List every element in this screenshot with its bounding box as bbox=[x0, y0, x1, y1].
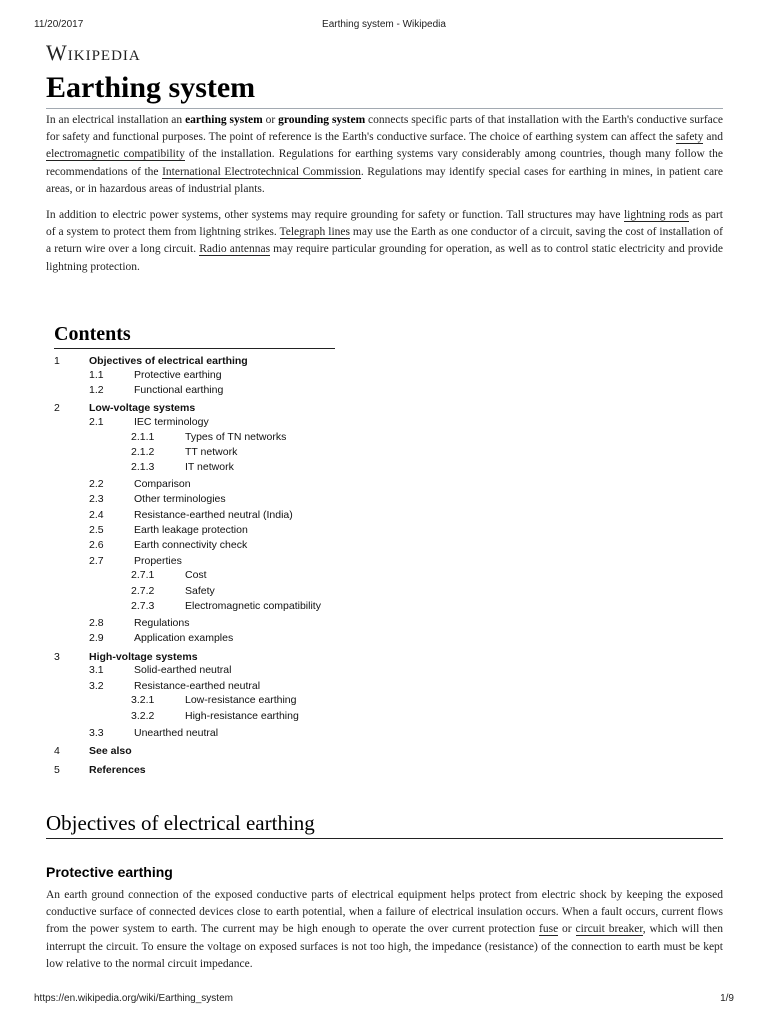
bold-term: grounding system bbox=[278, 114, 366, 126]
toc-item-number: 1.1 bbox=[89, 368, 104, 381]
subsection-heading: Protective earthing bbox=[46, 864, 173, 880]
toc-item-label[interactable]: Objectives of electrical earthing bbox=[89, 355, 248, 367]
bold-term: earthing system bbox=[185, 114, 263, 126]
toc-item-label[interactable]: Safety bbox=[185, 584, 215, 597]
section-body bbox=[46, 887, 723, 982]
toc-item-number: 2.7.3 bbox=[131, 599, 155, 612]
toc-item-label[interactable]: Resistance-earthed neutral bbox=[134, 679, 261, 692]
toc-item-number: 2.1 bbox=[89, 415, 104, 428]
toc-item-label[interactable]: Low-resistance earthing bbox=[185, 694, 297, 707]
toc-item-number: 2.8 bbox=[89, 616, 104, 629]
article-link[interactable]: Telegraph lines bbox=[279, 226, 350, 239]
toc-item-number: 5 bbox=[54, 763, 60, 776]
article-link[interactable]: International Electrotechnical Commission bbox=[162, 165, 361, 178]
wikipedia-wordmark[interactable]: Wikipedia bbox=[46, 40, 141, 65]
article-link[interactable]: Radio antennas bbox=[199, 243, 271, 256]
table-of-contents bbox=[54, 322, 335, 776]
toc-item-label[interactable]: Unearthed neutral bbox=[134, 726, 219, 739]
article-intro bbox=[46, 112, 723, 285]
print-header bbox=[34, 19, 734, 33]
toc-item-number: 2.1.2 bbox=[131, 445, 155, 458]
print-title: Earthing system - Wikipedia bbox=[322, 19, 446, 30]
toc-item-number: 2.7.1 bbox=[131, 569, 155, 582]
toc-item-number: 2.4 bbox=[89, 508, 104, 521]
article-link[interactable]: safety bbox=[675, 131, 704, 144]
toc-item-number: 2.7.2 bbox=[131, 584, 155, 597]
toc-item-label[interactable]: Earth leakage protection bbox=[134, 524, 248, 536]
toc-item-label[interactable]: See also bbox=[89, 745, 132, 757]
toc-item-label[interactable]: Cost bbox=[185, 569, 207, 582]
article-link[interactable]: fuse bbox=[539, 923, 559, 936]
toc-item-number: 2.2 bbox=[89, 478, 104, 491]
toc-item-number: 2.9 bbox=[89, 632, 104, 645]
toc-item-label[interactable]: Earth connectivity check bbox=[134, 539, 248, 552]
toc-item-label[interactable]: Functional earthing bbox=[134, 383, 224, 396]
toc-item-number: 2.6 bbox=[89, 539, 104, 552]
toc-item-label[interactable]: High-resistance earthing bbox=[185, 709, 299, 722]
toc-title: Contents bbox=[54, 322, 335, 349]
toc-item-label[interactable]: High-voltage systems bbox=[89, 650, 198, 663]
toc-item-label[interactable]: Application examples bbox=[134, 632, 234, 645]
page-number: 1/9 bbox=[720, 993, 734, 1004]
toc-item-label[interactable]: Regulations bbox=[134, 616, 190, 629]
toc-item-label[interactable]: Solid-earthed neutral bbox=[134, 664, 232, 677]
article-link[interactable]: lightning rods bbox=[623, 209, 689, 222]
intro-paragraph-1: In an electrical installation an earthing system or grounding system connects specific parts of that installation with the Earth's conductive surface for safety and functional purposes. The point of reference is the Earth's conductive surface. The choice of earthing system can affect the safety and electromagnetic compatibility of the installation. Regulations for earthing systems vary considerably among countries, though many follow the recommendations of the International Electrotechnical Commission. Regulations may identify special cases for earthing in mines, in patient care areas, or in hazardous areas of industrial plants. bbox=[46, 114, 723, 195]
toc-item-label[interactable]: Comparison bbox=[134, 478, 191, 491]
toc-item-label[interactable]: IT network bbox=[185, 461, 234, 474]
section-heading: Objectives of electrical earthing bbox=[46, 810, 723, 839]
toc-item-number: 2.1.3 bbox=[131, 461, 155, 474]
toc-item-number: 3.3 bbox=[89, 726, 104, 739]
toc-item-label[interactable]: Types of TN networks bbox=[185, 430, 287, 443]
intro-paragraph-2: In addition to electric power systems, other systems may require grounding for safety or function. Tall structures may have lightning rods as part of a system to protect them from lightning strikes. Telegraph lines may use the Earth as one conductor of a circuit, saving the cost of installation of a return wire over a long circuit. Radio antennas may require particular grounding for operation, as well as to control static electricity and provide lightning protection. bbox=[46, 209, 723, 273]
toc-item-label[interactable]: References bbox=[89, 763, 146, 776]
toc-item-label[interactable]: IEC terminology bbox=[134, 415, 209, 428]
toc-item-number: 2.1.1 bbox=[131, 430, 155, 443]
print-date: 11/20/2017 bbox=[34, 19, 84, 30]
toc-item-label[interactable]: Electromagnetic compatibility bbox=[185, 599, 321, 612]
toc-item-number: 3.2.1 bbox=[131, 694, 155, 707]
toc-item-number: 3.2.2 bbox=[131, 709, 155, 722]
toc-item-label[interactable]: Low-voltage systems bbox=[89, 402, 196, 415]
toc-item-number: 2.7 bbox=[89, 554, 104, 567]
article-link[interactable]: circuit breaker bbox=[575, 923, 643, 936]
print-url[interactable]: https://en.wikipedia.org/wiki/Earthing_system bbox=[34, 993, 233, 1004]
section-paragraph-1: An earth ground connection of the exposed conductive parts of electrical equipment helps protect from electric shock by keeping the exposed conductive surface of connected devices close to earth potential, when a failure of electrical insulation occurs. When a fault occurs, current flows from the power system to earth. The current may be high enough to operate the over current protection fuse or circuit breaker, which will then interrupt the circuit. To ensure the voltage on exposed surfaces is not too high, the impedance (resistance) of the connection to earth must be kept low relative to the normal circuit impedance. bbox=[46, 889, 723, 970]
toc-item-label[interactable]: Protective earthing bbox=[134, 368, 222, 381]
toc-item-label[interactable]: TT network bbox=[185, 445, 238, 458]
toc-item-number: 1 bbox=[54, 355, 60, 367]
toc-item-number: 2.3 bbox=[89, 493, 104, 506]
toc-item-number: 3.2 bbox=[89, 679, 104, 692]
toc-item-number: 2 bbox=[54, 402, 60, 415]
article-link[interactable]: electromagnetic compatibility bbox=[46, 148, 185, 161]
toc-item-label[interactable]: Resistance-earthed neutral (India) bbox=[134, 508, 293, 521]
toc-item-number: 1.2 bbox=[89, 383, 104, 396]
toc-item-number: 3.1 bbox=[89, 664, 104, 677]
toc-item-number: 3 bbox=[54, 650, 60, 663]
toc-item-number: 4 bbox=[54, 745, 60, 757]
toc-item-label[interactable]: Properties bbox=[134, 554, 182, 567]
page-title: Earthing system bbox=[46, 70, 723, 109]
toc-item-number: 2.5 bbox=[89, 524, 104, 536]
toc-item-label[interactable]: Other terminologies bbox=[134, 493, 226, 506]
